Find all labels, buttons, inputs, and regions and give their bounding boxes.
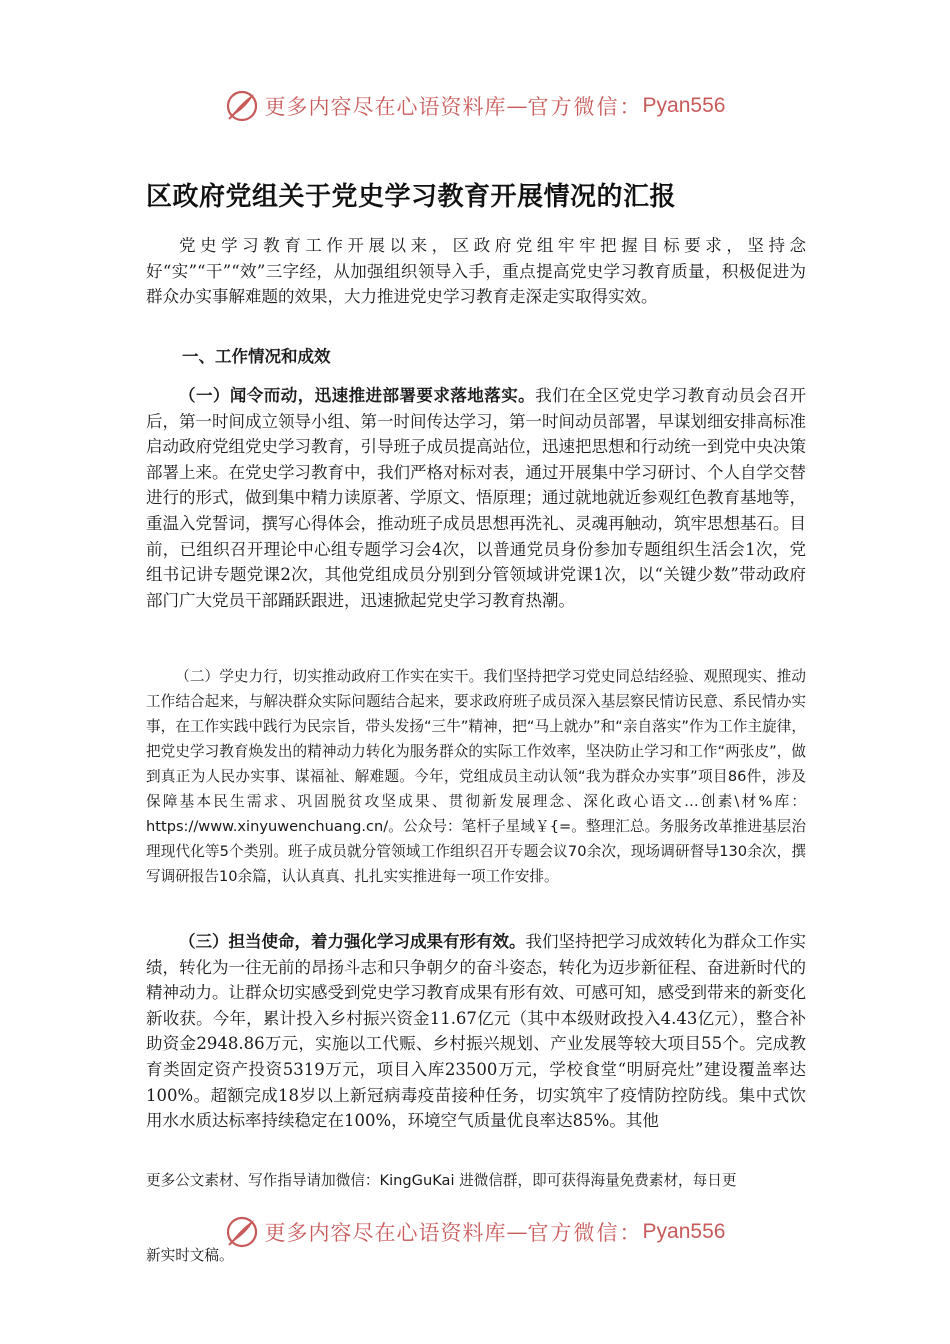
intro-paragraph: 党史学习教育工作开展以来，区政府党组牢牢把握目标要求，坚持念好“实”“干”“效”三字经，从加强组织领导入手，重点提高党史学习教育质量，积极促进为群众办实事解难题的效果，大力推进党史学习教育走深走实取得实效。 — [146, 236, 806, 307]
paragraph-3-lead: （三）担当使命，着力强化学习成果有形有效。 — [179, 932, 526, 951]
document-title: 区政府党组关于党史学习教育开展情况的汇报 — [146, 182, 677, 212]
paragraph-1 — [146, 383, 806, 613]
banner-wechat-id: Pyan556 — [642, 1220, 726, 1243]
footer-promo-line-continued: 新实时文稿。 — [146, 1247, 234, 1264]
quill-logo-icon — [225, 89, 259, 123]
paragraph-3 — [146, 929, 806, 1134]
banner-site-name: 更多内容尽在心语资料库 — [264, 95, 507, 119]
banner-dash: — — [506, 94, 528, 118]
banner-wechat-label: 官方微信： — [527, 95, 643, 119]
footer-banner — [0, 1212, 950, 1252]
paragraph-3-body: 我们坚持把学习成效转化为群众工作实绩，转化为一往无前的昂扬斗志和只争朝夕的奋斗姿态，转化为迈步新征程、奋进新时代的精神动力。让群众切实感受到党史学习教育成果有形有效、可感可知，感受到带来的新变化新收获。今年，累计投入乡村振兴资金11.67亿元（其中本级财政投入4.43亿元），整合补助资金2948.86万元，实施以工代赈、乡村振兴规划、产业发展等较大项目55个。完成教育类固定资产投资5319万元，项目入库23500万元，学校食堂“明厨亮灶”建设覆盖率达100%。超额完成18岁以上新冠病毒疫苗接种任务，切实筑牢了疫情防控防线。集中式饮用水水质达标率持续稳定在100%，环境空气质量优良率达85%。其他 — [146, 932, 806, 1131]
paragraph-1-body: 我们在全区党史学习教育动员会召开后，第一时间成立领导小组、第一时间传达学习，第一时间动员部署，早谋划细安排高标准启动政府党组党史学习教育，引导班子成员提高站位，迅速把思想和行动统一到党中央决策部署上来。在党史学习教育中，我们严格对标对表，通过开展集中学习研讨、个人自学交替进行的形式，做到集中精力读原著、学原文、悟原理；通过就地就近参观红色教育基地等，重温入党誓词，撰写心得体会，推动班子成员思想再洗礼、灵魂再触动，筑牢思想基石。目前，已组织召开理论中心组专题学习会4次，以普通党员身份参加专题组织生活会1次，党组书记讲专题党课2次，其他党组成员分别到分管领域讲党课1次，以“关键少数”带动政府部门广大党员干部踊跃跟进，迅速掀起党史学习教育热潮。 — [146, 386, 807, 610]
banner-wechat-id: Pyan556 — [642, 94, 726, 117]
quill-logo-icon — [225, 1215, 259, 1249]
banner-dash: — — [506, 1220, 528, 1244]
banner-site-name: 更多内容尽在心语资料库 — [264, 1221, 507, 1245]
section-heading: 一、工作情况和成效 — [182, 347, 331, 366]
paragraph-1-lead: （一）闻令而动，迅速推进部署要求落地落实。 — [179, 386, 536, 405]
footer-promo-line: 更多公文素材、写作指导请加微信：KingGuKai 进微信群，即可获得海量免费素材，每日更 — [146, 1172, 737, 1189]
banner-wechat-label: 官方微信： — [527, 1221, 643, 1245]
paragraph-2: （二）学史力行，切实推动政府工作实在实干。我们坚持把学习党史同总结经验、观照现实、推动工作结合起来，与解决群众实际问题结合起来，要求政府班子成员深入基层察民情访民意、系民情办实事，在工作实践中践行为民宗旨，带头发扬“三牛”精神，把“马上就办”和“亲自落实”作为工作主旋律，把党史学习教育焕发出的精神动力转化为服务群众的实际工作效率，坚决防止学习和工作“两张皮”，做到真正为人民办实事、谋福祉、解难题。今年，党组成员主动认领“我为群众办实事”项目86件，涉及保障基本民生需求、巩固脱贫攻坚成果、贯彻新发展理念、深化政心语文…创素\材%库：https://www.xinyuwenchuang.cn/。公众号：笔杆子星域￥{=。整理汇总。务服务改革推进基层治理现代化等5个类别。班子成员就分管领域工作组织召开专题会议70余次，现场调研督导130余次，撰写调研报告10余篇，认认真真、扎扎实实推进每一项工作安排。 — [146, 668, 806, 885]
header-banner — [0, 86, 950, 126]
